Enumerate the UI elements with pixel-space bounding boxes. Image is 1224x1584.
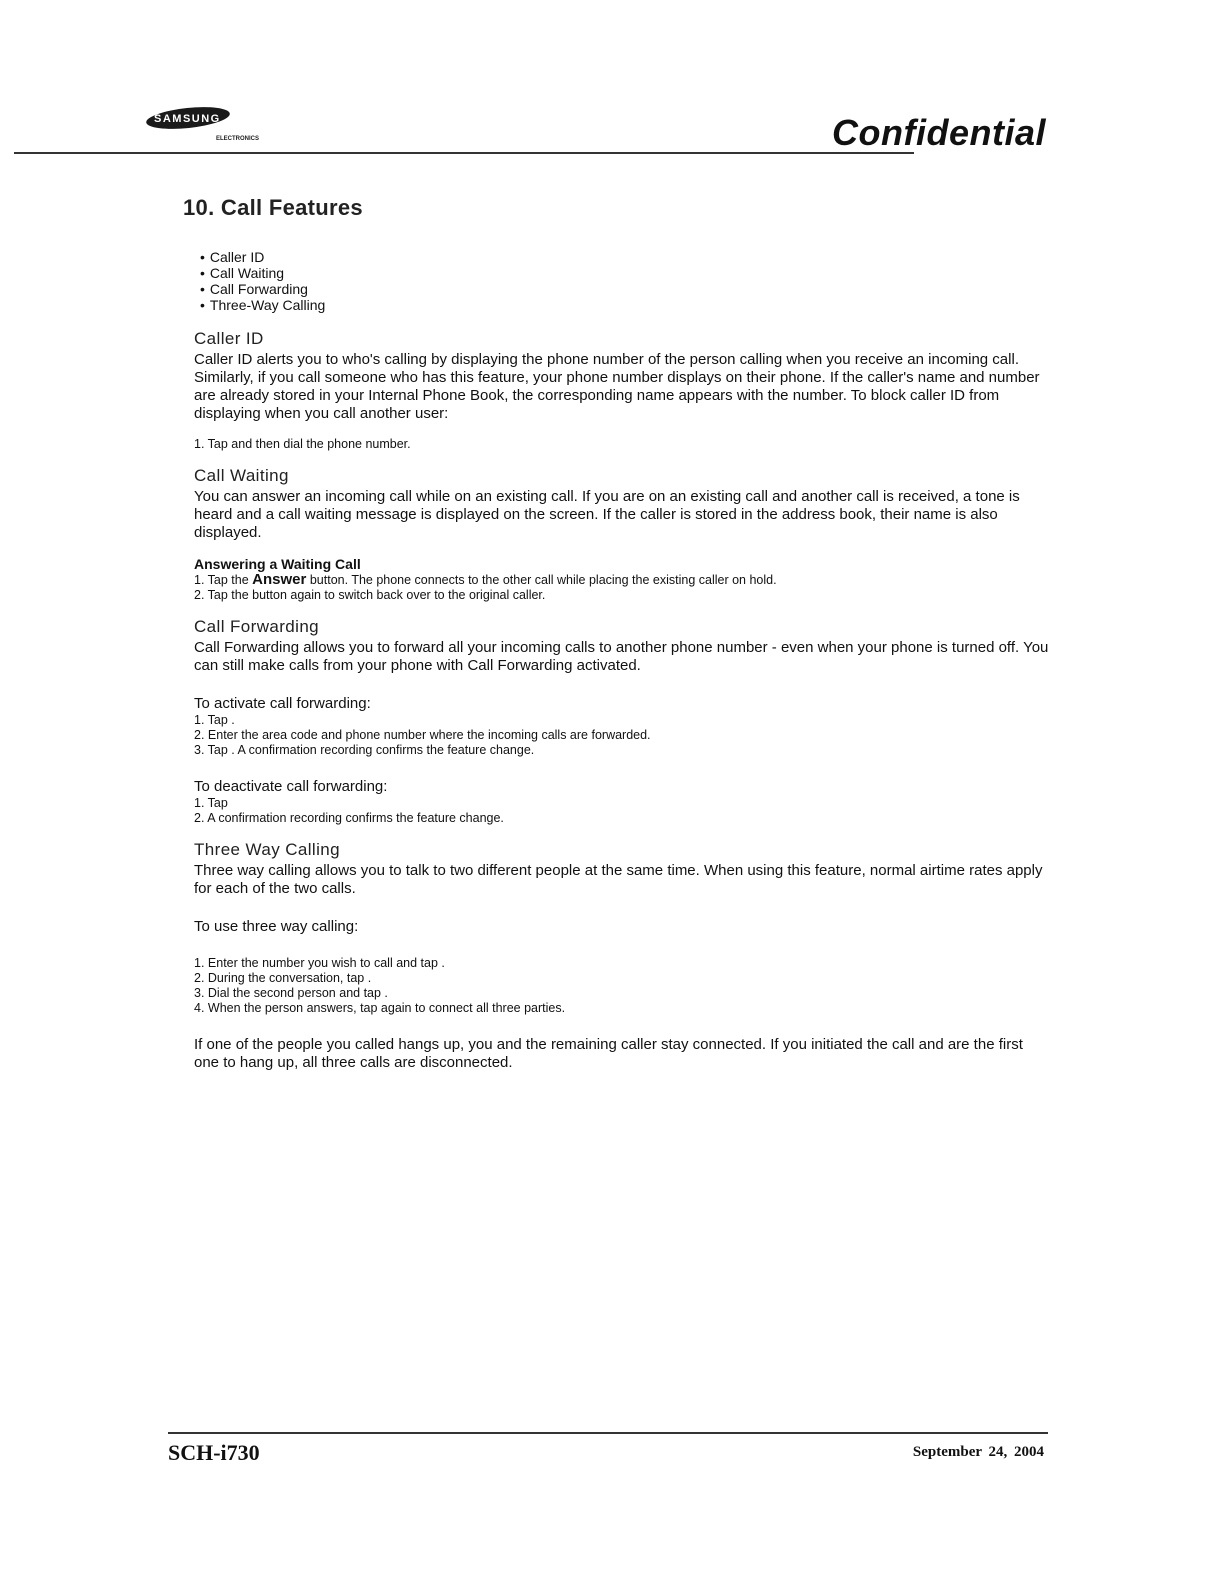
samsung-logo [144, 104, 294, 144]
document-body [180, 195, 1050, 1072]
step-item: 1. Tap . [194, 713, 1050, 728]
step-item: 4. When the person answers, tap again to connect all three parties. [194, 1001, 1050, 1016]
call-waiting-body: You can answer an incoming call while on an existing call. If you are on an existing call and another call is received, a tone is heard and a call waiting message is displayed on the screen. If the caller is stored in the address book, their name is also displayed. [194, 488, 1020, 541]
answering-waiting-call-heading: Answering a Waiting Call [194, 556, 361, 572]
document-date: September 24, 2004 [912, 1444, 1044, 1460]
step-item: 2. Tap the button again to switch back over to the original caller. [194, 588, 1050, 603]
svg-text:ELECTRONICS: ELECTRONICS [216, 136, 260, 142]
footer-divider [168, 1432, 1048, 1434]
call-forwarding-body: Call Forwarding allows you to forward all your incoming calls to another phone number - even when your phone is turned off. You can still make calls from your phone with Call Forwarding activated. [194, 639, 1049, 674]
step-text: button. The phone connects to the other call while placing the existing caller on hold. [309, 573, 777, 587]
step-item [194, 572, 1050, 588]
caller-id-steps [194, 437, 1050, 452]
step-text: Tap the [207, 573, 249, 587]
header-divider [14, 152, 914, 154]
step-item: 1. Enter the number you wish to call and tap . [194, 956, 1050, 971]
feature-item: • Three-Way Calling [200, 297, 1050, 313]
activate-steps [194, 713, 1050, 758]
page-header [140, 100, 1050, 160]
answer-button-label: Answer [252, 571, 307, 588]
call-waiting-section [194, 466, 1050, 603]
three-way-closing: If one of the people you called hangs up, you and the remaining caller stay connected. If you initiated the call and are the first one to hang up, all three calls are disconnected. [194, 1036, 1023, 1071]
three-way-section [194, 840, 1050, 1072]
three-way-body: Three way calling allows you to talk to two different people at the same time. When using this feature, normal airtime rates apply for each of the two calls. [194, 862, 1043, 897]
call-forwarding-heading: Call Forwarding [194, 617, 320, 636]
feature-list [200, 249, 1050, 313]
caller-id-section [194, 329, 1050, 452]
caller-id-heading: Caller ID [194, 329, 264, 348]
step-item: 3. Tap . A confirmation recording confirms the feature change. [194, 743, 1050, 758]
call-waiting-heading: Call Waiting [194, 466, 289, 485]
deactivate-label: To deactivate call forwarding: [194, 778, 388, 795]
svg-text:SAMSUNG: SAMSUNG [154, 113, 221, 125]
deactivate-steps [194, 796, 1050, 826]
call-forwarding-section [194, 617, 1050, 826]
step-item: 2. A confirmation recording confirms the feature change. [194, 811, 1050, 826]
feature-item: • Caller ID [200, 249, 1050, 265]
step-item: 1. Tap [194, 796, 1050, 811]
confidential-label: Confidential [832, 112, 1046, 153]
model-number: SCH-i730 [168, 1440, 260, 1465]
step-item: 1. Tap and then dial the phone number. [194, 437, 1050, 452]
three-way-use-label: To use three way calling: [194, 918, 359, 935]
step-item: 2. During the conversation, tap . [194, 971, 1050, 986]
caller-id-body: Caller ID alerts you to who's calling by displaying the phone number of the person calling when you receive an incoming call. Similarly, if you call someone who has this feature, your phone number displays on their phone. If the caller's name and number are already stored in your Internal Phone Book, the corresponding name appears with the number. To block caller ID from displaying when you call another user: [194, 351, 1040, 422]
call-waiting-steps [194, 572, 1050, 603]
three-way-heading: Three Way Calling [194, 840, 340, 859]
three-way-steps [194, 956, 1050, 1016]
feature-item: • Call Waiting [200, 265, 1050, 281]
step-item: 2. Enter the area code and phone number where the incoming calls are forwarded. [194, 728, 1050, 743]
step-item: 3. Dial the second person and tap . [194, 986, 1050, 1001]
activate-label: To activate call forwarding: [194, 695, 371, 712]
feature-item: • Call Forwarding [200, 281, 1050, 297]
section-title: 10. Call Features [183, 195, 363, 220]
